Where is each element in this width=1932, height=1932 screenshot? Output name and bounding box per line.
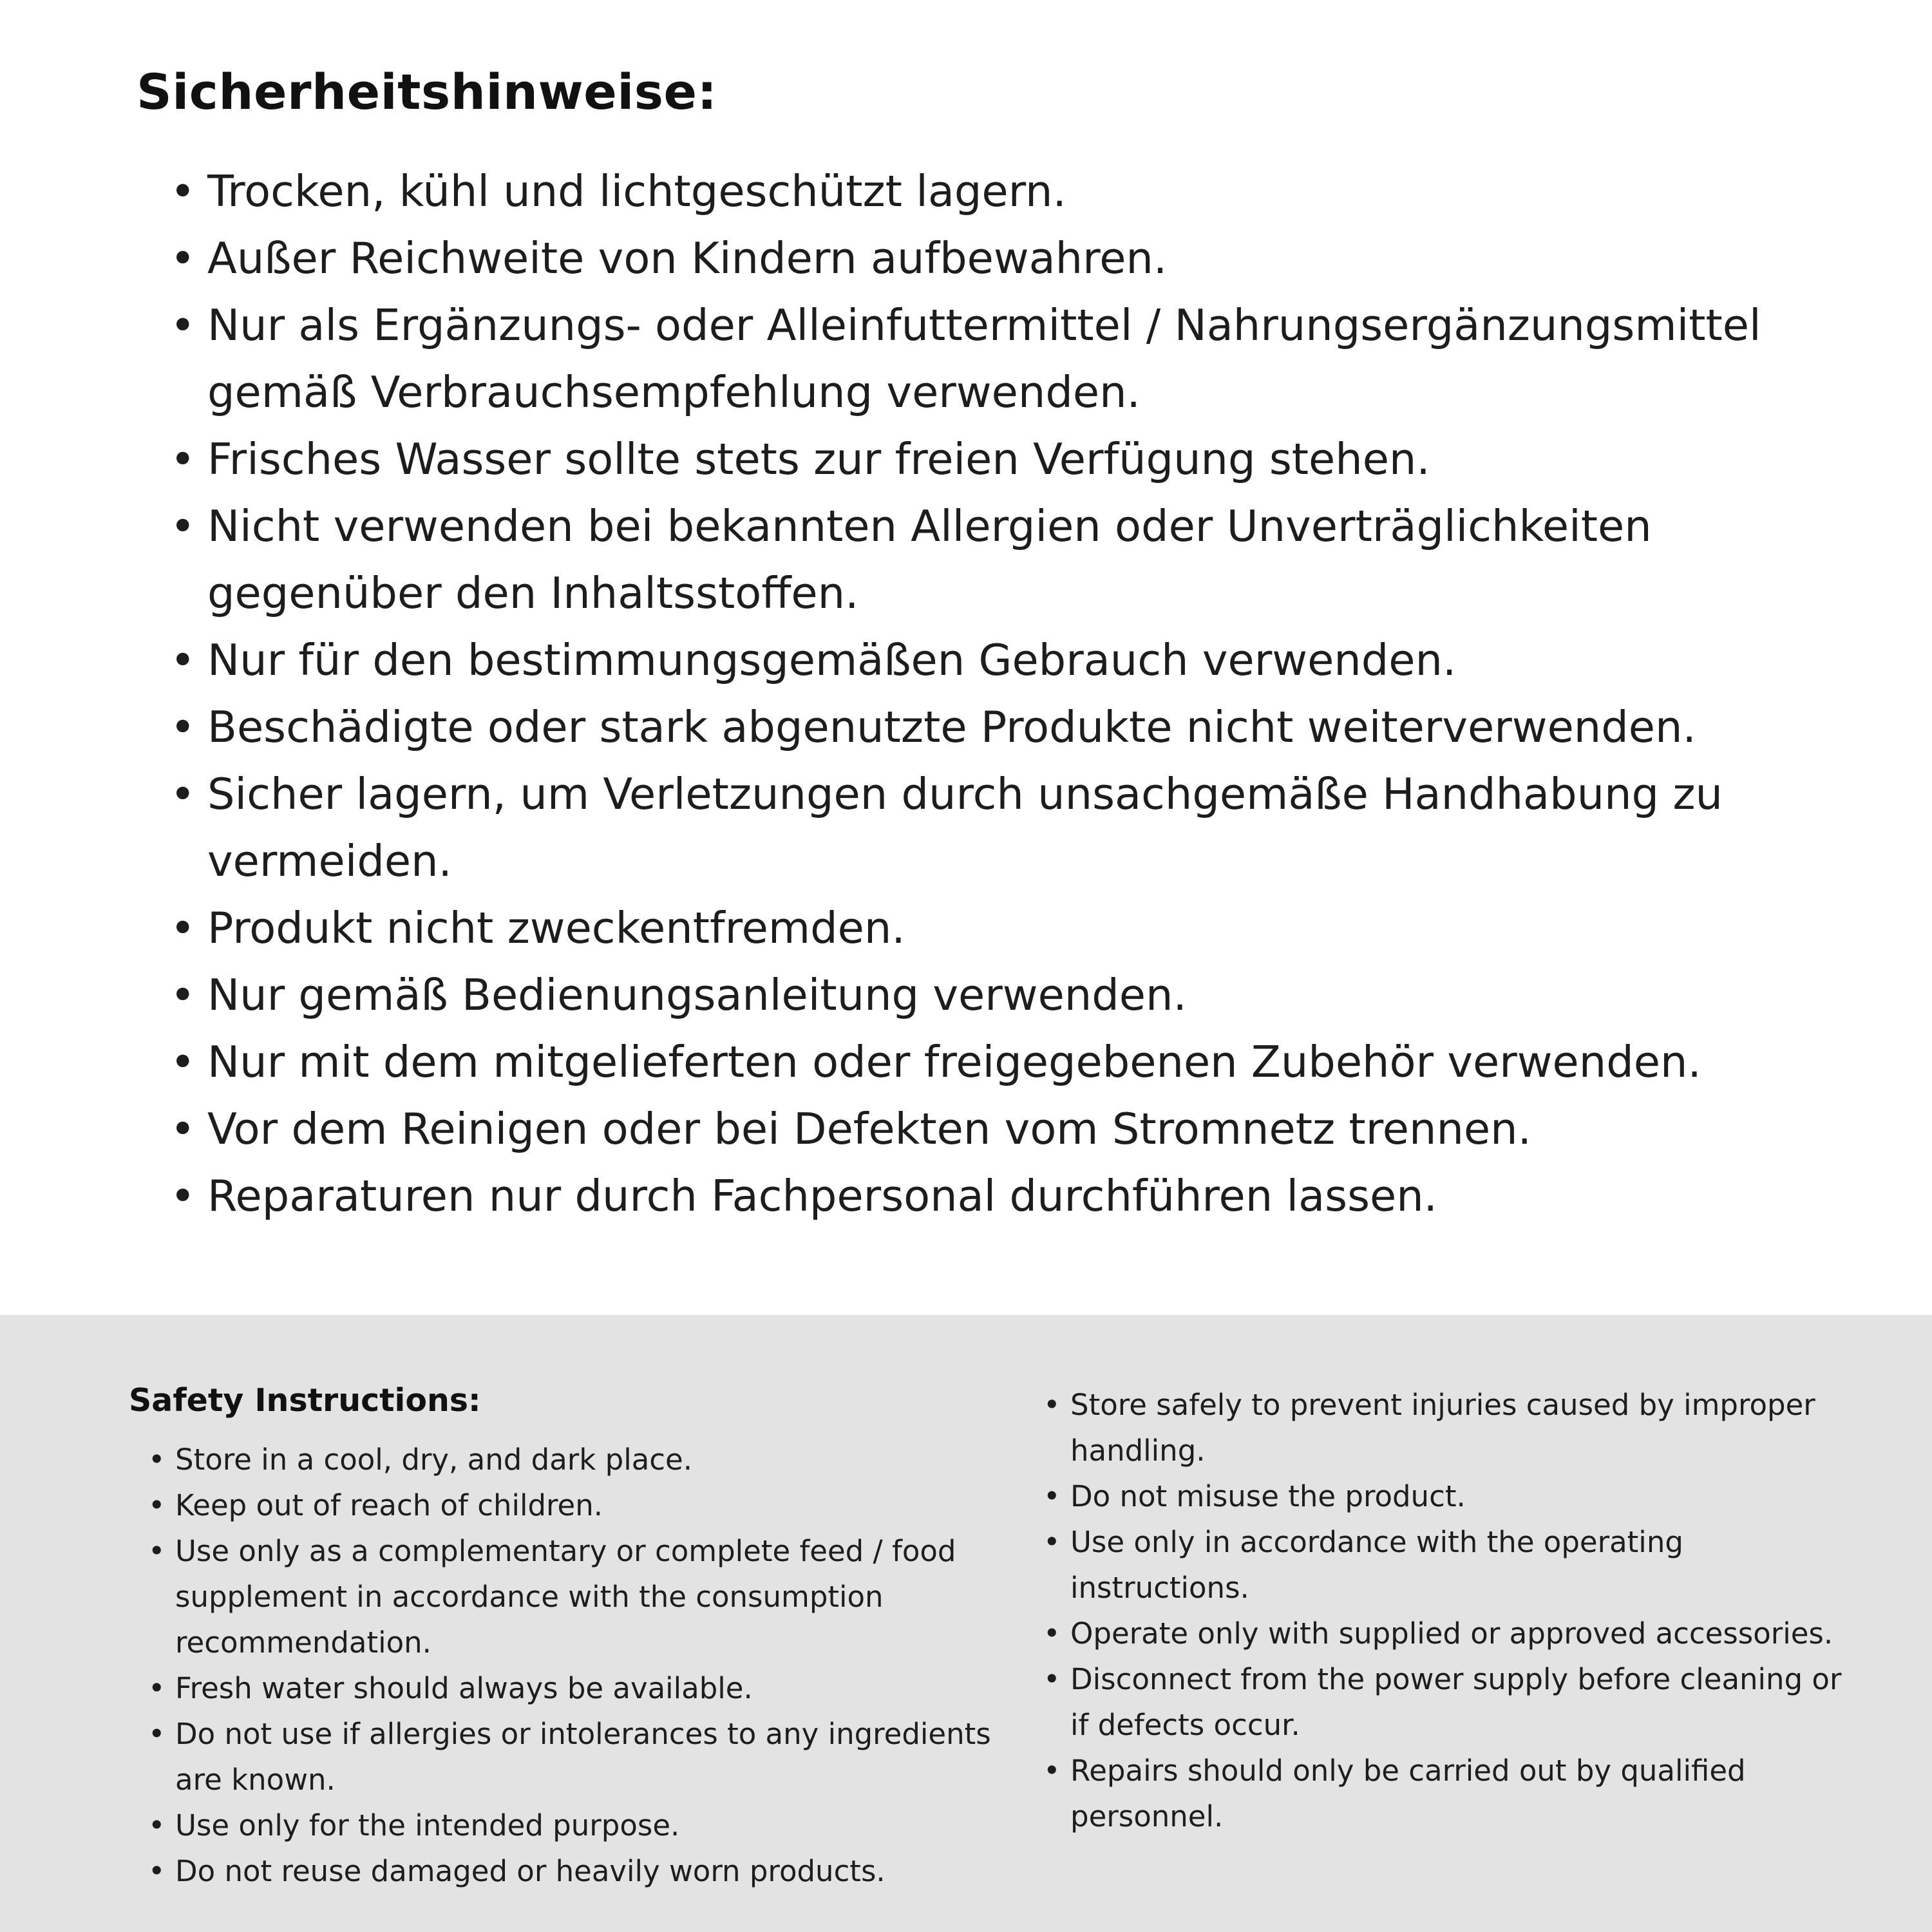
english-right-column bbox=[1043, 1382, 1855, 1839]
bullet-marker: • bbox=[148, 1488, 166, 1522]
bullet-marker: • bbox=[170, 903, 196, 953]
list-item-text: Beschädigte oder stark abgenutzte Produkte nicht weiterverwenden. bbox=[207, 702, 1696, 752]
list-item bbox=[170, 1095, 1811, 1162]
list-item bbox=[148, 1528, 1043, 1665]
list-item-text: Nur als Ergänzungs- oder Alleinfuttermittel / Nahrungsergänzungsmittel gemäß Verbrauchsempfehlung verwenden. bbox=[207, 300, 1761, 417]
bullet-marker: • bbox=[1043, 1388, 1061, 1422]
list-item-text: Repairs should only be carried out by qualified personnel. bbox=[1070, 1754, 1746, 1833]
list-item-text: Store safely to prevent injuries caused by improper handling. bbox=[1070, 1388, 1815, 1468]
list-item bbox=[170, 761, 1811, 895]
bullet-marker: • bbox=[170, 702, 196, 752]
bullet-marker: • bbox=[170, 1171, 196, 1221]
list-item bbox=[170, 292, 1811, 426]
bullet-marker: • bbox=[1043, 1662, 1061, 1696]
list-item-text: Produkt nicht zweckentfremden. bbox=[207, 903, 905, 953]
list-item-text: Sicher lagern, um Verletzungen durch unsachgemäße Handhabung zu vermeiden. bbox=[207, 769, 1723, 886]
english-left-column bbox=[129, 1382, 1043, 1894]
list-item bbox=[1043, 1382, 1855, 1473]
list-item bbox=[148, 1437, 1043, 1482]
list-item bbox=[1043, 1748, 1855, 1839]
list-item bbox=[148, 1711, 1043, 1803]
bullet-marker: • bbox=[148, 1717, 166, 1751]
list-item-text: Nicht verwenden bei bekannten Allergien oder Unverträglichkeiten gegenüber den Inhaltsstoffen. bbox=[207, 501, 1652, 618]
list-item-text: Außer Reichweite von Kindern aufbewahren. bbox=[207, 233, 1168, 283]
list-item-text: Operate only with supplied or approved accessories. bbox=[1070, 1616, 1833, 1651]
bullet-marker: • bbox=[1043, 1754, 1061, 1788]
list-item bbox=[1043, 1656, 1855, 1748]
bullet-marker: • bbox=[148, 1671, 166, 1705]
list-item bbox=[148, 1803, 1043, 1848]
list-item bbox=[170, 158, 1811, 225]
list-item-text: Do not misuse the product. bbox=[1070, 1479, 1466, 1513]
list-item-text: Reparaturen nur durch Fachpersonal durchführen lassen. bbox=[207, 1171, 1437, 1221]
bullet-marker: • bbox=[148, 1534, 166, 1568]
list-item-text: Trocken, kühl und lichtgeschützt lagern. bbox=[207, 166, 1066, 216]
bullet-marker: • bbox=[170, 970, 196, 1020]
bullet-marker: • bbox=[170, 166, 196, 216]
german-safety-list bbox=[137, 158, 1811, 1229]
bullet-marker: • bbox=[148, 1854, 166, 1888]
list-item bbox=[170, 895, 1811, 961]
list-item-text: Use only as a complementary or complete feed / food supplement in accordance with the consumption recommendation. bbox=[175, 1534, 956, 1660]
list-item-text: Fresh water should always be available. bbox=[175, 1671, 753, 1705]
list-item bbox=[170, 694, 1811, 761]
bullet-marker: • bbox=[170, 635, 196, 685]
list-item-text: Nur mit dem mitgelieferten oder freigegebenen Zubehör verwenden. bbox=[207, 1037, 1701, 1087]
list-item-text: Nur für den bestimmungsgemäßen Gebrauch verwenden. bbox=[207, 635, 1457, 685]
bullet-marker: • bbox=[1043, 1525, 1061, 1559]
list-item-text: Keep out of reach of children. bbox=[175, 1488, 603, 1522]
list-item bbox=[1043, 1519, 1855, 1611]
list-item-text: Do not reuse damaged or heavily worn products. bbox=[175, 1854, 886, 1888]
bullet-marker: • bbox=[148, 1808, 166, 1842]
bullet-marker: • bbox=[170, 300, 196, 350]
list-item-text: Do not use if allergies or intolerances to any ingredients are known. bbox=[175, 1717, 991, 1797]
list-item-text: Nur gemäß Bedienungsanleitung verwenden. bbox=[207, 970, 1187, 1020]
list-item bbox=[148, 1665, 1043, 1711]
list-item-text: Store in a cool, dry, and dark place. bbox=[175, 1443, 693, 1477]
english-safety-section bbox=[0, 1315, 1932, 1932]
english-section-title: Safety Instructions: bbox=[129, 1382, 481, 1419]
list-item bbox=[170, 225, 1811, 292]
list-item-text: Vor dem Reinigen oder bei Defekten vom Stromnetz trennen. bbox=[207, 1104, 1531, 1154]
bullet-marker: • bbox=[170, 769, 196, 819]
list-item-text: Frisches Wasser sollte stets zur freien Verfügung stehen. bbox=[207, 434, 1430, 484]
list-item bbox=[1043, 1611, 1855, 1656]
list-item bbox=[170, 1028, 1811, 1095]
bullet-marker: • bbox=[170, 434, 196, 484]
bullet-marker: • bbox=[170, 1104, 196, 1154]
list-item bbox=[170, 627, 1811, 694]
bullet-marker: • bbox=[170, 1037, 196, 1087]
list-item bbox=[170, 493, 1811, 627]
list-item bbox=[170, 426, 1811, 493]
german-section-title: Sicherheitshinweise: bbox=[137, 63, 717, 120]
english-safety-list-left bbox=[129, 1437, 1043, 1894]
list-item bbox=[170, 1162, 1811, 1229]
list-item bbox=[148, 1848, 1043, 1894]
bullet-marker: • bbox=[170, 233, 196, 283]
english-safety-list-right bbox=[1043, 1382, 1855, 1839]
list-item bbox=[170, 961, 1811, 1028]
list-item bbox=[1043, 1473, 1855, 1519]
list-item-text: Use only in accordance with the operating instructions. bbox=[1070, 1525, 1683, 1605]
bullet-marker: • bbox=[170, 501, 196, 551]
bullet-marker: • bbox=[1043, 1616, 1061, 1651]
list-item-text: Disconnect from the power supply before cleaning or if defects occur. bbox=[1070, 1662, 1842, 1742]
bullet-marker: • bbox=[1043, 1479, 1061, 1513]
list-item-text: Use only for the intended purpose. bbox=[175, 1808, 680, 1842]
bullet-marker: • bbox=[148, 1443, 166, 1477]
list-item bbox=[148, 1482, 1043, 1528]
